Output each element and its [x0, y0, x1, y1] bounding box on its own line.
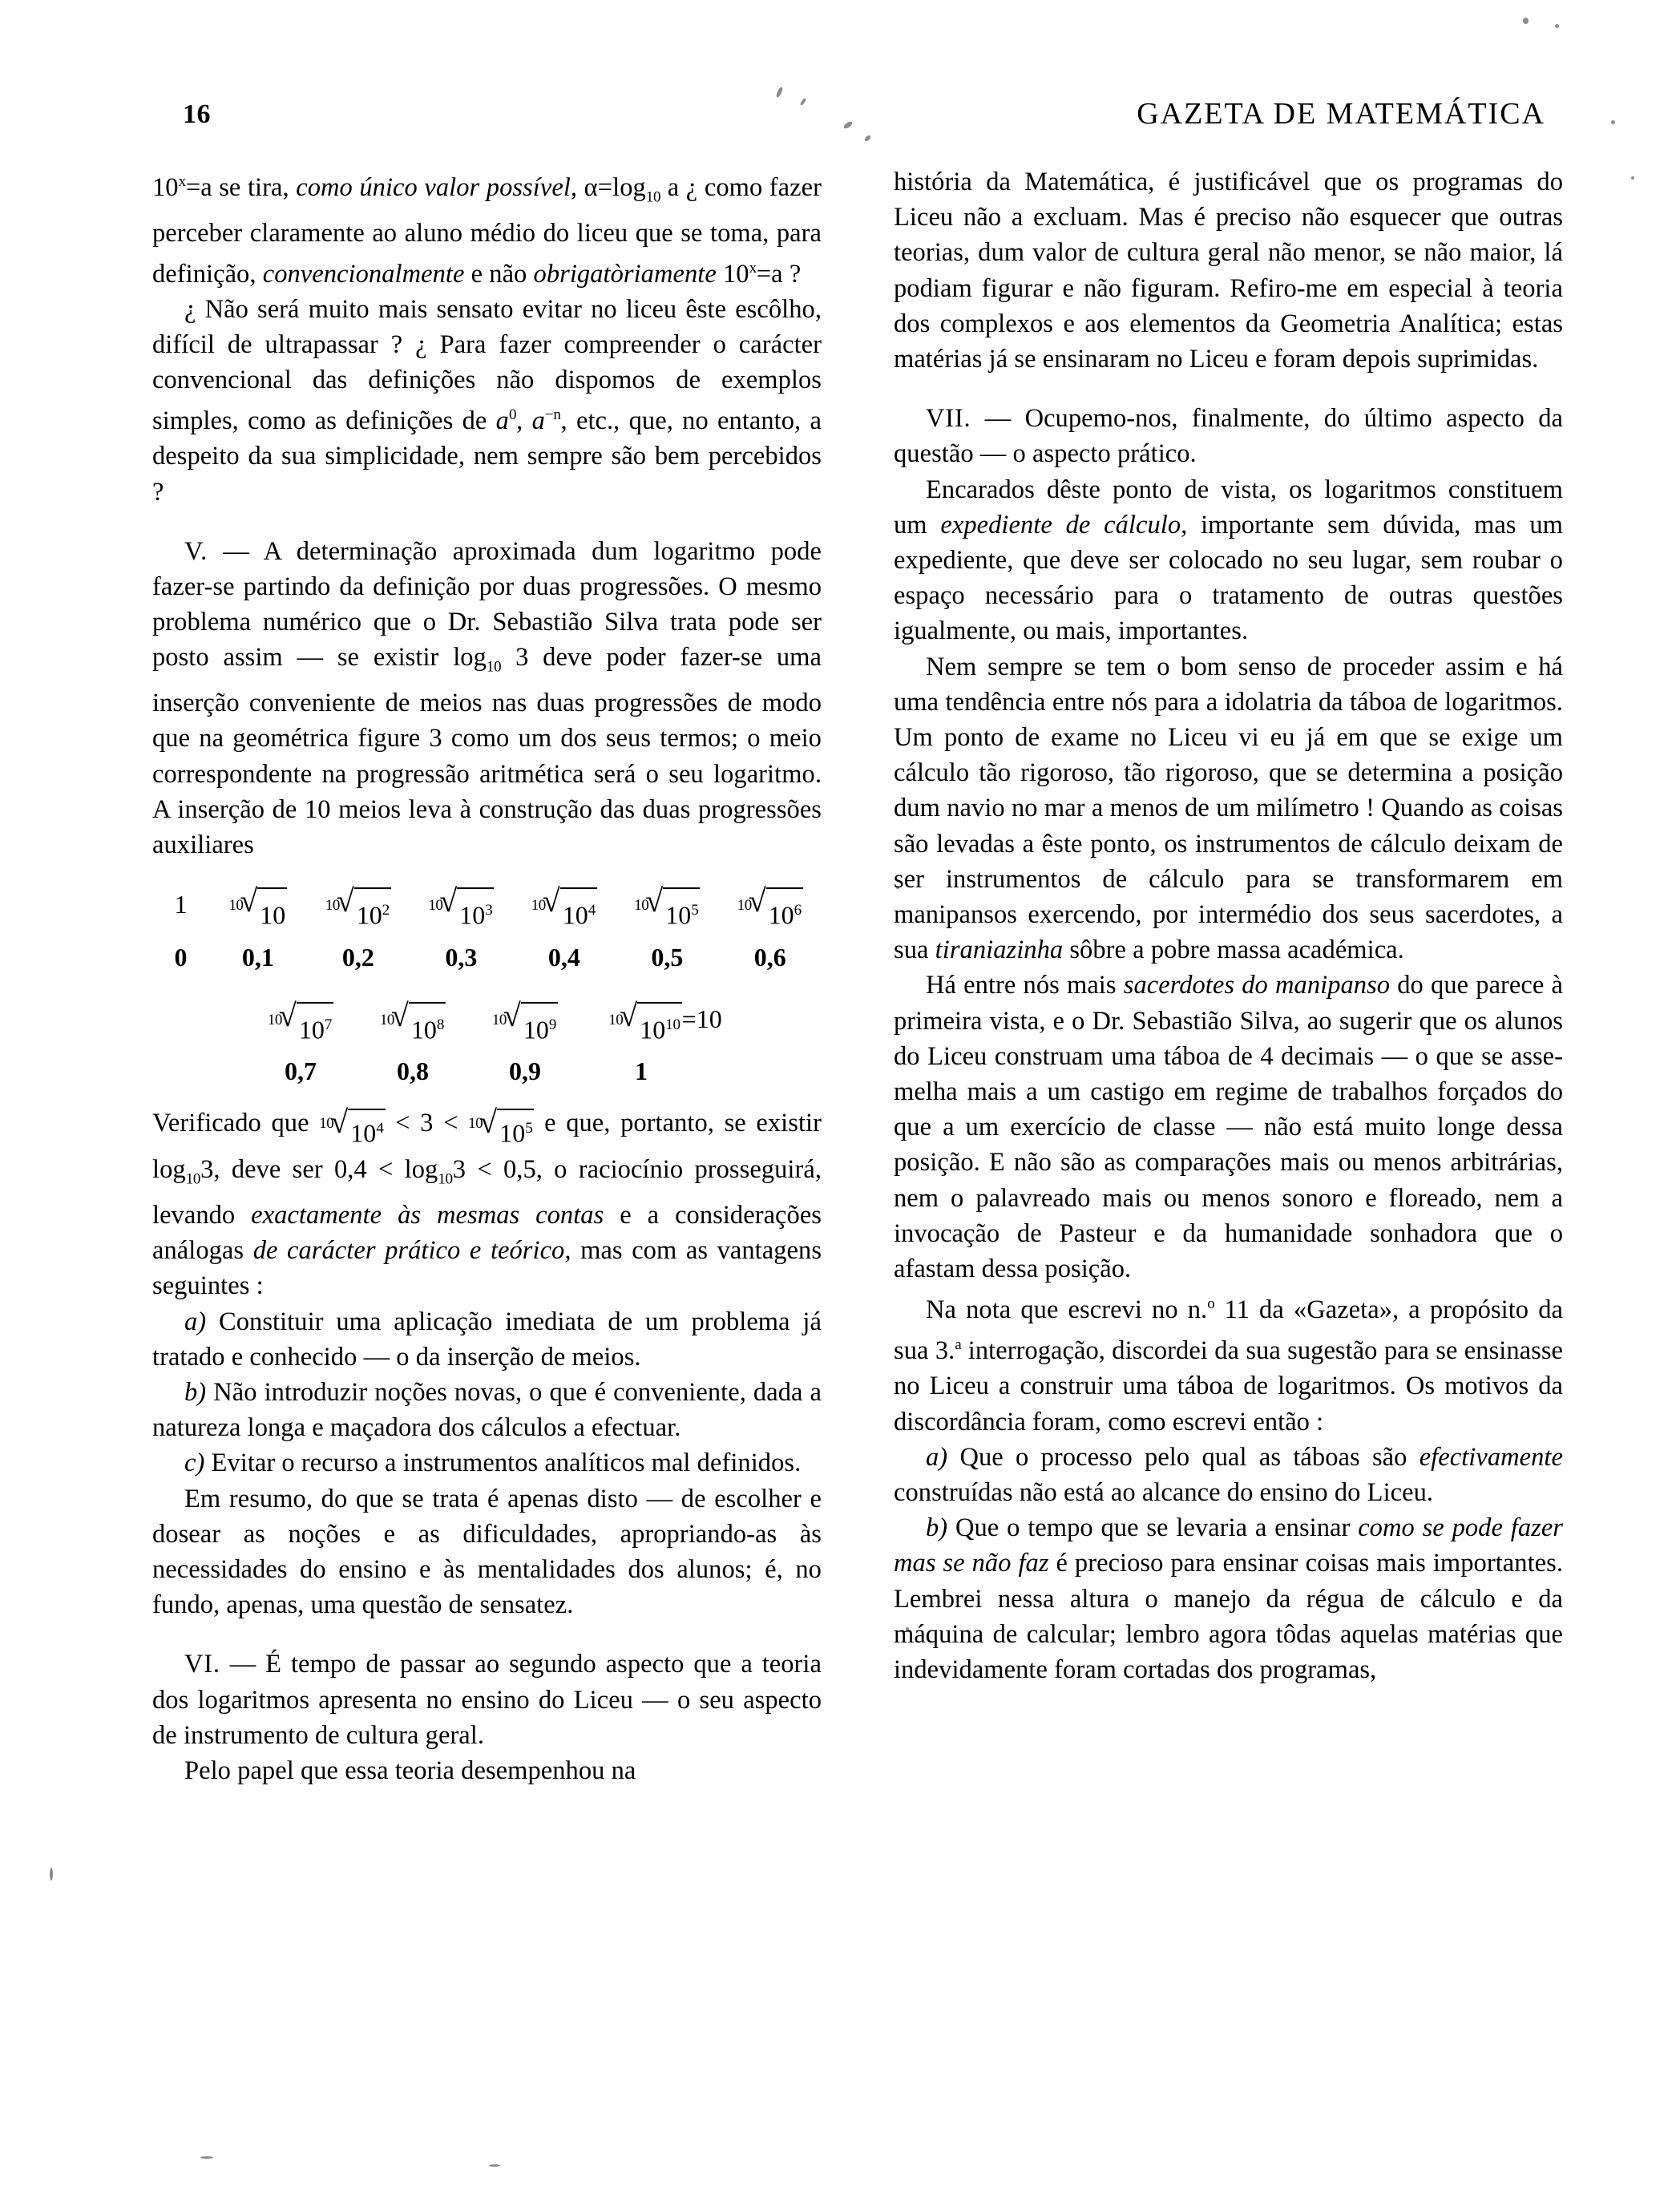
- text-run: importante sem dúvida, mas um expediente, que deve ser colocado no seu lugar, sem roubar o espaço necessário para o tratamento de outras questões igualmente, ou mais, importantes.: [894, 510, 1563, 646]
- math-value: 0,2: [341, 942, 374, 972]
- paragraph-verificado: [152, 1105, 822, 1303]
- radical-sign-icon: √: [542, 883, 560, 919]
- math-value: 0,9: [509, 1057, 541, 1086]
- radicand-base: 10: [298, 1015, 325, 1044]
- nth-root: [325, 883, 391, 937]
- radicand-exponent: 4: [376, 1120, 384, 1137]
- geometric-progression-row-2: [244, 998, 822, 1052]
- nth-root: [267, 996, 333, 1052]
- exponent: 0: [508, 406, 517, 424]
- progression-display-first: [152, 883, 822, 977]
- list-marker: b): [926, 1513, 948, 1543]
- scan-speck: [489, 2164, 500, 2167]
- math-value: 0,5: [651, 942, 684, 972]
- subscript: 10: [486, 658, 502, 676]
- text-run: , etc., que, no entanto, a despeito da sua simplicidade, nem sempre são bem percebidos ?: [152, 406, 822, 507]
- radicand-exponent: 2: [382, 902, 390, 919]
- math-value: 0,1: [241, 942, 274, 972]
- radicand: [297, 1002, 333, 1051]
- italic-run: tiraniazinha: [935, 935, 1064, 965]
- radicand: [637, 1002, 681, 1051]
- journal-title: GAZETA DE MATEMÁTICA: [1137, 97, 1545, 131]
- text-run: Que o tempo que se levaria a ensinar: [947, 1513, 1359, 1543]
- text-run: Encarados dêste ponto de vista, os logaritmos constituem um: [894, 475, 1563, 539]
- radicand: [409, 1002, 446, 1051]
- math-value: 0: [174, 942, 188, 972]
- text-run: =a ?: [756, 259, 802, 289]
- text-run: e não: [464, 259, 534, 289]
- radicand: [354, 887, 391, 936]
- nth-root: [428, 883, 494, 937]
- math-term-radical: [307, 883, 410, 937]
- root-index: 10: [531, 897, 546, 915]
- radical-sign-icon: √: [336, 883, 354, 919]
- radicand-exponent: 5: [525, 1120, 533, 1137]
- radical-sign-icon: √: [439, 883, 458, 919]
- scan-speck: [1611, 120, 1615, 124]
- nth-root: [737, 883, 803, 937]
- radicand-base: 10: [499, 1119, 526, 1149]
- text-run: Que o processo pelo qual as táboas são: [947, 1442, 1420, 1472]
- ordinal-superscript: a: [955, 1336, 962, 1354]
- radicand-exponent: 7: [324, 1016, 333, 1033]
- text-run: construídas não está ao alcance do ensino do Liceu.: [894, 1477, 1434, 1507]
- root-index: 10: [319, 1115, 334, 1133]
- exponent: −n: [544, 406, 561, 424]
- subscript: 10: [185, 1170, 201, 1188]
- nth-root: [379, 996, 446, 1052]
- radicand-base: 10: [350, 1119, 377, 1149]
- text-run: =a: [185, 172, 212, 202]
- radical-sign-icon: √: [748, 883, 766, 919]
- radical-sign-icon: √: [620, 996, 638, 1033]
- text-run: 11 da «Gazeta», a propósito da sua 3.: [894, 1295, 1563, 1366]
- root-index: 10: [379, 1011, 394, 1028]
- text-run: Na nota que escrevi no n.: [926, 1295, 1208, 1325]
- paragraph-pelo-papel: Pelo papel que essa teoria desempenhou na: [184, 1756, 636, 1786]
- radical-sign-icon: √: [479, 1104, 498, 1141]
- two-column-body: [152, 164, 1563, 1788]
- root-index: 10: [491, 1011, 507, 1028]
- list-marker: c): [184, 1448, 205, 1478]
- text-run: 3 deve poder fazer-se uma inserção conveniente de meios nas duas progressões de modo que na geométrica figure 3 como um dos seus termos; o meio correspondente na progressão aritmética será o seu logaritmo. A inserção de 10 meios leva à construção das duas progressões auxiliares: [152, 643, 822, 859]
- text-run: a ¿ como fazer perceber claramente ao aluno médio do liceu que se toma, para definição,: [152, 172, 822, 289]
- italic-run: convencionalmente: [262, 259, 465, 289]
- text-run: Nem sempre se tem o bom senso de proceder assim e há uma tendência entre nós para a idolatria da táboa de logaritmos. Um ponto de exame no Liceu vi eu já em que se exige um cálculo tão rigoroso, tão rigoroso, que se determina a posição dum navio no mar a menos de um milímetro ! Quando as coisas são levadas a êste ponto, os instrumentos de cálculo deixam de ser instrumentos de cálculo para se transformarem em manipansos exercendo, por intermédio dos seus sacerdotes, a sua: [894, 652, 1563, 965]
- math-value: 0,7: [285, 1057, 317, 1086]
- text-run: é precioso para ensinar coisas mais importantes. Lembrei nessa altura o manejo da régua de cálculo e da máquina de calcular; lembro agora tôdas aquelas matérias que indevidamente foram cortadas dos programas,: [894, 1549, 1563, 1684]
- paragraph-escolho: [152, 292, 822, 510]
- italic-run: efectivamente: [1419, 1442, 1563, 1472]
- subscript: 10: [645, 188, 661, 206]
- radicand-base: 10: [768, 900, 794, 930]
- italic-run: de carácter prático e teórico,: [252, 1236, 571, 1266]
- root-index: 10: [428, 897, 443, 915]
- radicand-base: 10: [356, 900, 382, 930]
- italic-run: exactamente às mesmas contas: [251, 1201, 604, 1230]
- text-run: 3, deve ser 0,4 < log: [200, 1155, 438, 1185]
- radicand: [766, 887, 803, 936]
- list-item-a: [152, 1304, 822, 1375]
- math-value: 0,6: [753, 942, 786, 972]
- radical-sign-icon: √: [645, 883, 664, 919]
- radicand: [663, 887, 700, 936]
- root-index: 10: [468, 1115, 483, 1133]
- text-run: — Ocupemo-nos, finalmente, do último aspecto da questão — o aspecto prático.: [894, 404, 1563, 469]
- radical-sign-icon: √: [330, 1104, 349, 1141]
- root-index: 10: [634, 897, 649, 915]
- equals-ten: =10: [681, 1004, 722, 1033]
- radical-sign-icon: √: [390, 996, 409, 1033]
- scan-speck: [1555, 24, 1559, 28]
- radicand: [497, 1109, 534, 1151]
- math-term-radical: [469, 998, 581, 1052]
- radical-sign-icon: √: [240, 883, 258, 919]
- radicand-exponent: 10: [665, 1016, 680, 1033]
- text-run: 10: [716, 259, 749, 289]
- math-value: 0,4: [547, 942, 580, 972]
- scan-speck: [200, 2156, 213, 2159]
- progression-display-second: [152, 998, 822, 1092]
- radicand: [560, 887, 597, 936]
- exponent: x: [749, 259, 757, 277]
- text-run: α=log: [577, 172, 646, 202]
- italic-run: como único valor possível,: [296, 172, 578, 202]
- math-term-radical-equals: [581, 998, 749, 1052]
- paragraph-na-nota: [894, 1287, 1563, 1439]
- radicand-base: 10: [459, 900, 486, 930]
- subscript: 10: [438, 1170, 453, 1188]
- nth-root: [634, 883, 700, 937]
- list-marker: a): [184, 1307, 207, 1336]
- math-value: 0,3: [445, 942, 478, 972]
- root-index: 10: [737, 897, 752, 915]
- list-item-b: [152, 1375, 822, 1445]
- radicand-exponent: 8: [436, 1016, 445, 1033]
- paragraph-historia-matematica: história da Matemática, é justificável que os programas do Liceu não a excluam. Mas é preciso não esquecer que outras teorias, dum valor de cultura geral não menor, se não maior, lá podiam figurar e não figuram. Refiro-me em especial à teoria dos complexos e aos elementos da Geometria Analítica; estas matérias já se ensinaram no Liceu e foram depois suprimidas.: [894, 168, 1563, 374]
- scan-speck: [1523, 18, 1529, 24]
- radicand-exponent: 5: [691, 902, 699, 919]
- list-item-a-right: [894, 1440, 1563, 1510]
- nth-root-inline: [319, 1104, 385, 1152]
- nth-root: [608, 996, 681, 1052]
- paragraph-encarados: [894, 472, 1563, 649]
- text-run: interrogação, discordei da sua sugestão para se ensinasse no Liceu a construir uma táboa de logaritmos. Os motivos da discordância foram, como escrevi então :: [894, 1336, 1563, 1436]
- section-number: VI.: [184, 1650, 220, 1679]
- text-run: — A determinação aproximada dum logaritmo pode fazer-se partindo da definição por duas progressões. O mesmo problema numérico que o Dr. Sebastião Silva trata pode ser posto assim — se existir log: [152, 536, 822, 673]
- list-item-b-right: [894, 1510, 1563, 1687]
- nth-root: [228, 883, 287, 937]
- scan-speck: [1631, 176, 1634, 180]
- italic-run: sacerdotes do manipanso: [1123, 971, 1391, 1000]
- exponent: x: [178, 173, 186, 190]
- math-term-radical: [357, 998, 469, 1052]
- text-run: e a considerações análogas: [152, 1201, 822, 1266]
- text-run: < 3 <: [385, 1109, 469, 1138]
- list-marker: a): [926, 1442, 948, 1472]
- text-run: sôbre a pobre massa académica.: [1063, 935, 1404, 965]
- radicand: [457, 887, 494, 936]
- ordinal-superscript: o: [1207, 1295, 1215, 1313]
- radical-sign-icon: √: [278, 996, 297, 1033]
- math-term-radical: [513, 883, 616, 937]
- section-number: VII.: [926, 404, 971, 434]
- radicand-base: 10: [523, 1015, 549, 1044]
- text-run: Há entre nós mais: [926, 971, 1124, 1000]
- nth-root: [531, 883, 597, 937]
- radicand: [348, 1109, 385, 1151]
- text-run: Evitar o recurso a instrumentos analíticos mal definidos.: [204, 1448, 802, 1478]
- radicand-exponent: 4: [588, 902, 596, 919]
- radicand-base: 10: [260, 900, 286, 930]
- list-item-c: [152, 1445, 822, 1481]
- geometric-progression-row-1: [152, 883, 822, 937]
- math-term-radical: [410, 883, 512, 937]
- text-run: 3 < 0,5, o raciocínio prosseguirá, levando: [152, 1155, 822, 1230]
- root-index: 10: [267, 1011, 282, 1028]
- radicand-base: 10: [410, 1015, 437, 1044]
- math-term-unit: 1: [174, 890, 188, 919]
- paragraph-section-v: [152, 534, 822, 863]
- radicand: [521, 1002, 558, 1051]
- math-term-radical: [719, 883, 822, 937]
- italic-run: expediente de cálculo,: [940, 510, 1188, 539]
- math-term-radical: [244, 998, 357, 1052]
- radicand-exponent: 6: [794, 902, 802, 919]
- radicand-base: 10: [640, 1015, 666, 1044]
- text-run: e que, portanto, se existir log: [152, 1109, 822, 1185]
- arithmetic-progression-row-1: [152, 937, 822, 977]
- page-number: 16: [183, 99, 211, 129]
- text-run: se tira,: [212, 172, 297, 202]
- math-term-radical: [209, 883, 307, 937]
- right-column: [894, 164, 1563, 1788]
- text-run: Constituir uma aplicação imediata de um problema já tratado e conhecido — o da inserção de meios.: [152, 1307, 822, 1372]
- scan-speck: [50, 1868, 53, 1881]
- root-index: 10: [228, 897, 244, 915]
- nth-root: [491, 996, 558, 1052]
- radicand-base: 10: [562, 900, 588, 930]
- italic-run: a: [531, 406, 545, 436]
- radicand-base: 10: [665, 900, 692, 930]
- root-index: 10: [325, 897, 340, 915]
- paragraph-ha-entre-nos: [894, 968, 1563, 1287]
- paragraph-em-resumo: Em resumo, do que se trata é apenas disto — de escolher e dosear as noções e as dificuldades, apropriando-as às necessidades do ensino e às mentalidades dos alunos; é, no fundo, apenas, uma questão de sensatez.: [152, 1484, 822, 1620]
- section-number: V.: [184, 536, 208, 566]
- text-run: — É tempo de passar ao segundo aspecto que a teoria dos logaritmos apresenta no ensino do Liceu — o seu aspecto de instrumento de cultura geral.: [152, 1650, 822, 1750]
- italic-run: a: [495, 406, 509, 436]
- paragraph-exponential-definition: [152, 164, 822, 292]
- arithmetic-progression-row-2: [244, 1051, 822, 1091]
- text-run: ,: [516, 406, 532, 436]
- math-term-radical: [616, 883, 718, 937]
- nth-root-inline: [468, 1104, 534, 1152]
- paragraph-section-vii: [894, 401, 1563, 471]
- radicand-exponent: 9: [548, 1016, 557, 1033]
- math-value: 1: [635, 1057, 648, 1086]
- text-run: mas com as vantagens seguintes :: [152, 1236, 822, 1301]
- italic-run: como se pode fazer mas se não faz: [894, 1513, 1563, 1578]
- radicand-exponent: 3: [485, 902, 493, 919]
- root-index: 10: [608, 1011, 624, 1028]
- text-run: do que parece à primeira vista, e o Dr. Sebastião Silva, ao sugerir que os alunos do Liceu construam uma táboa de 4 decimais — o que se assemelha mais a um castigo em regime de trabalhos forçados do que a um exercício de classe — não está muito longe dessa posição. E não são as comparações mais ou menos arbitrárias, nem o palavreado mais ou menos sonoro e floreado, nem a invocação de Pasteur e da humanidade sonhadora que o afastam dessa posição.: [894, 971, 1563, 1284]
- italic-run: obrigatòriamente: [533, 259, 717, 289]
- text-run: Não introduzir noções novas, o que é conveniente, dada a natureza longa e maçadora dos cálculos a efectuar.: [152, 1378, 822, 1443]
- paragraph-nem-sempre: [894, 649, 1563, 968]
- text-run: Verificado que: [152, 1109, 320, 1138]
- math-value: 0,8: [397, 1057, 429, 1086]
- list-marker: b): [184, 1378, 207, 1408]
- radical-sign-icon: √: [503, 996, 521, 1033]
- paragraph-section-vi: [152, 1646, 822, 1753]
- text-run: ¿ Não será muito mais sensato evitar no liceu êste escôlho, difícil de ultrapassar ? ¿ Para fazer compreender o carácter convencional das definições não dispomos de exemplos simples, como as definições de: [152, 294, 822, 436]
- left-column: [152, 164, 822, 1788]
- running-head: [152, 95, 1560, 151]
- text-run: 10: [152, 172, 179, 202]
- radicand: [257, 887, 287, 936]
